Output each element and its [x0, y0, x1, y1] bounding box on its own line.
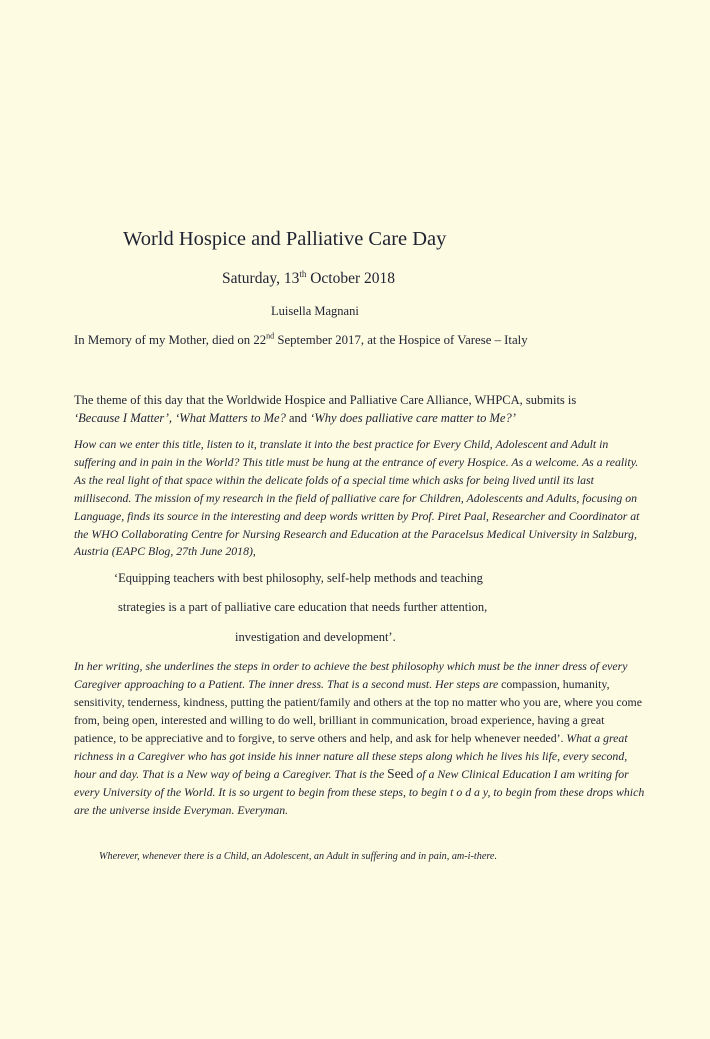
- page-title: World Hospice and Palliative Care Day: [123, 228, 447, 250]
- theme-and: and: [285, 411, 311, 425]
- memory-suffix: September 2017, at the Hospice of Varese – Italy: [274, 333, 528, 347]
- paragraph2-end: of a New Clinical Education I am writing for every University of the World. It is so urgent to begin from these steps, to begin t o d a y, to begin from these drops which are the universe inside Everyman. Everyman.: [74, 767, 645, 818]
- seed-word: Seed: [387, 766, 414, 782]
- closing-line: Wherever, whenever there is a Child, an Adolescent, an Adult in suffering and in pain, am-i-there.: [99, 851, 498, 862]
- memory-dedication: [74, 333, 528, 348]
- paragraph2-middle: What a great richness in a Caregiver who has got inside his inner nature all these steps along which he lives his life, every second, hour and day. That is a New way of being a Caregiver. That is the: [74, 730, 628, 782]
- event-date: [222, 270, 395, 288]
- author-name: Luisella Magnani: [271, 304, 359, 318]
- theme-quote-1: ‘Because I Matter’, ‘What Matters to Me?: [74, 411, 286, 425]
- quote-line-2: strategies is a part of palliative care education that needs further attention,: [118, 600, 488, 614]
- theme-intro: The theme of this day that the Worldwide Hospice and Palliative Care Alliance, WHPCA, submits is: [74, 393, 577, 407]
- caregiver-steps: compassion, humanity, sensitivity, tenderness, kindness, putting the patient/family and others at the top no matter who you are, where you come from, being open, interested and willing to do well, brilliant in communication, broad experience, having a great patience, to be appreciative and to forgive, to serve others and help, and ask for help whenever needed’.: [74, 676, 642, 745]
- body-paragraph-1: How can we enter this title, listen to it, translate it into the best practice for Every Child, Adolescent and Adult in suffering and in pain in the World? This title must be hung at the entrance of every Hospice. As a welcome. As a reality. As the real light of that space within the delicate folds of a special time which asks for being lived until its last millisecond. The mission of my research in the field of palliative care for Children, Adolescents and Adults, focusing on Language, finds its source in the interesting and deep words written by Prof. Piret Paal, Researcher and Coordinator at the WHO Collaborating Centre for Nursing Research and Education at the Paracelsus Medical University in Salzburg, Austria (EAPC Blog, 27th June 2018),: [74, 437, 640, 559]
- body-paragraph-2: [74, 658, 649, 820]
- date-prefix: Saturday, 13: [222, 270, 300, 287]
- memory-prefix: In Memory of my Mother, died on 22: [74, 333, 267, 347]
- paragraph2-intro: In her writing, she underlines the steps in order to achieve the best philosophy which must be the inner dress of every Caregiver approaching to a Patient. The inner dress. That is a second must. Her steps are: [74, 659, 628, 691]
- quote-line-3: investigation and development’.: [235, 630, 396, 644]
- theme-quote-2: ‘Why does palliative care matter to Me?’: [310, 411, 516, 425]
- date-ordinal: th: [299, 268, 307, 279]
- theme-paragraph: [74, 391, 640, 427]
- memory-ordinal: nd: [266, 331, 275, 341]
- date-suffix: October 2018: [306, 270, 396, 287]
- quote-line-1: ‘Equipping teachers with best philosophy, self-help methods and teaching: [114, 571, 483, 585]
